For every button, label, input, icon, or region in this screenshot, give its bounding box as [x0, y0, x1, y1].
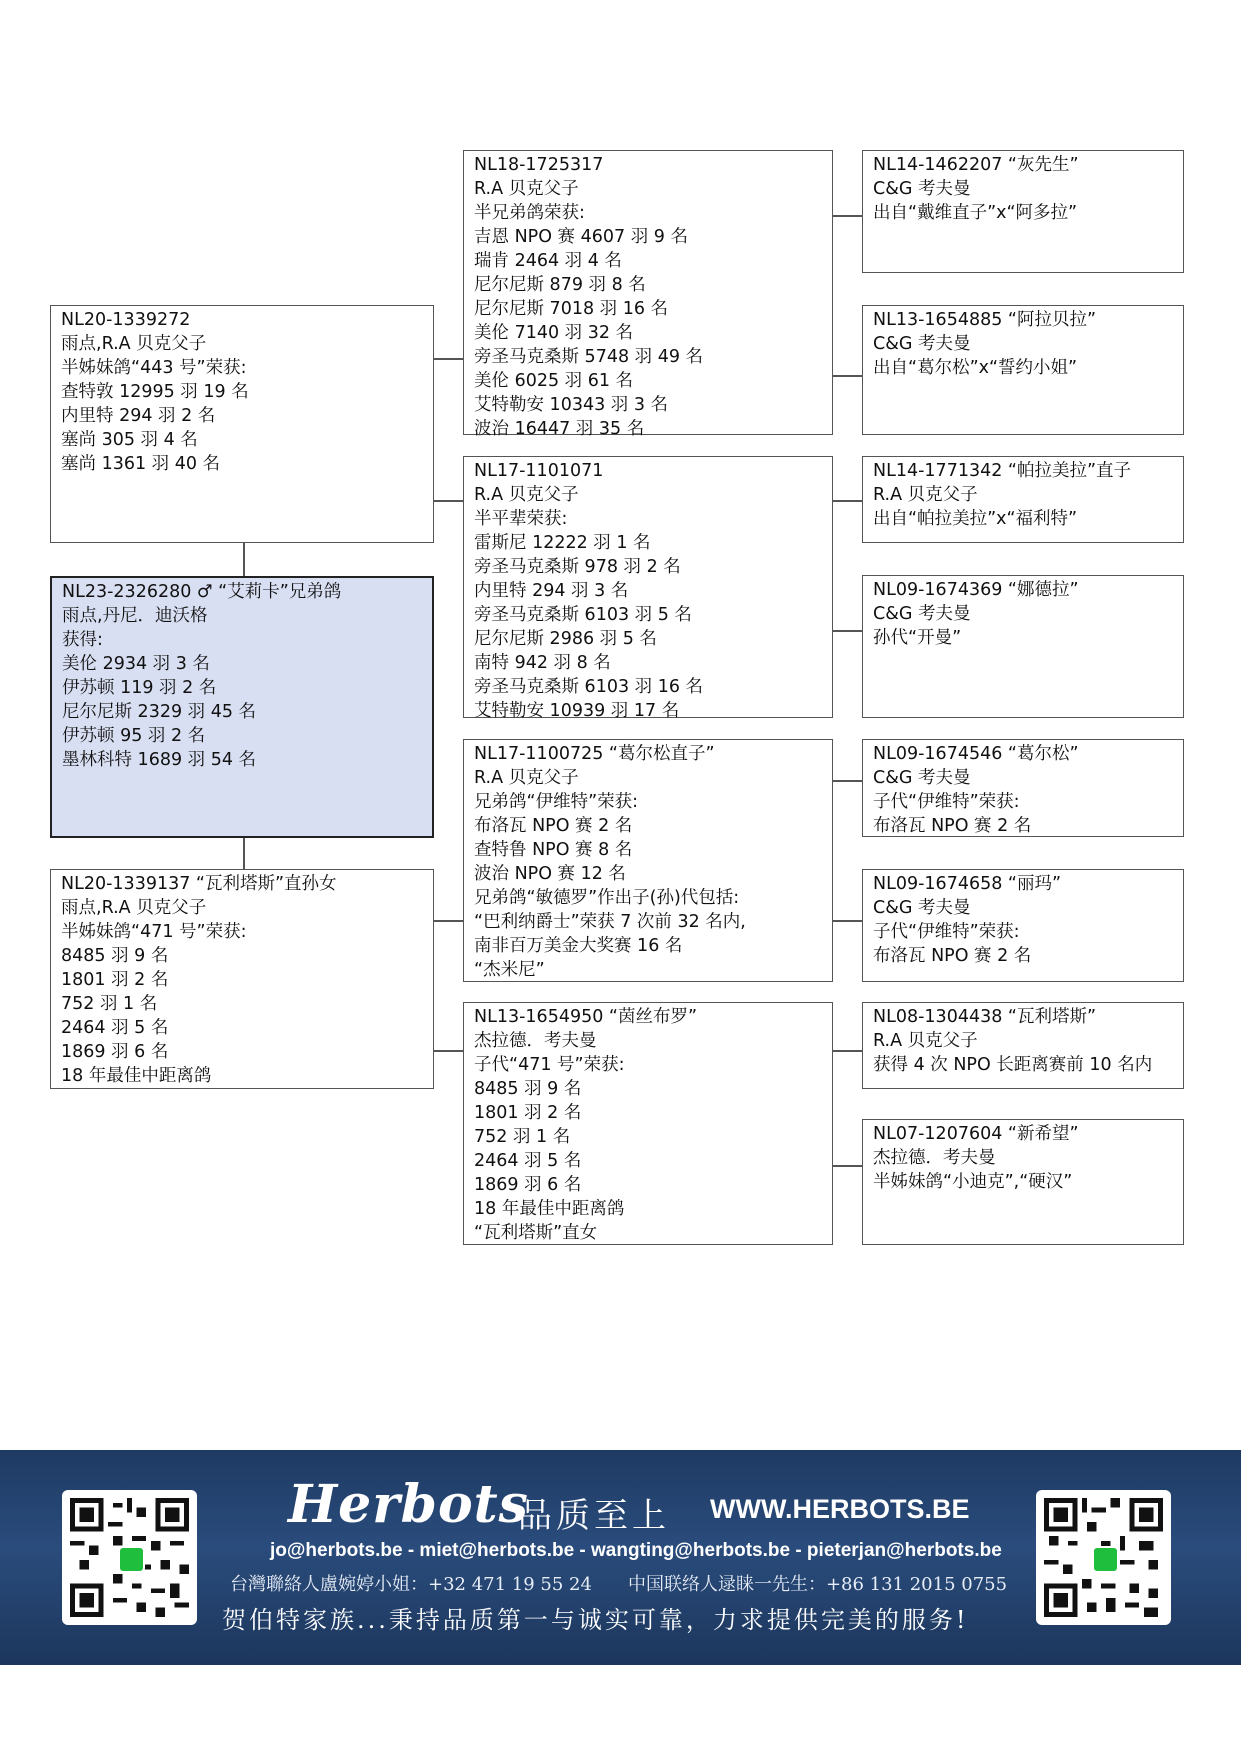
pedigree-line: R.A 贝克父子	[474, 179, 579, 199]
pedigree-line: 雨点,丹尼．迪沃格	[62, 606, 208, 626]
pedigree-line: 孙代“开曼”	[873, 628, 962, 648]
connector-sd-sdd	[832, 630, 862, 632]
pedigree-line: 艾特勒安 10939 羽 17 名	[474, 701, 680, 721]
pedigree-line: 半平辈荣获:	[474, 509, 568, 529]
dd-dam-card	[862, 1119, 1184, 1245]
ss-dam-card	[862, 305, 1184, 435]
pedigree-line: 出自“戴维直子”x“阿多拉”	[873, 203, 1078, 223]
pedigree-line: NL17-1100725 “葛尔松直子”	[474, 744, 715, 764]
pedigree-line: 18 年最佳中距离鸽	[61, 1066, 212, 1086]
pedigree-line: 南特 942 羽 8 名	[474, 653, 611, 673]
ss-sire-card	[862, 150, 1184, 273]
connector-sire-sd	[433, 500, 463, 502]
pedigree-line: 墨林科特 1689 羽 54 名	[62, 750, 257, 770]
pedigree-line: 尼尔尼斯 879 羽 8 名	[474, 275, 646, 295]
dam-dam-card	[463, 1002, 833, 1245]
connector-subject-dam	[243, 836, 245, 869]
pedigree-line: C&G 考夫曼	[873, 334, 971, 354]
qr-code-right[interactable]	[1036, 1490, 1171, 1625]
pedigree-line: 美伦 6025 羽 61 名	[474, 371, 634, 391]
connector-dd-ddd	[832, 1165, 862, 1167]
pedigree-line: 2464 羽 5 名	[474, 1151, 582, 1171]
pedigree-line: 8485 羽 9 名	[474, 1079, 582, 1099]
pedigree-line: 尼尔尼斯 2329 羽 45 名	[62, 702, 257, 722]
pedigree-line: 杰拉德．考夫曼	[873, 1148, 996, 1168]
ds-sire-card	[862, 739, 1184, 837]
connector-sd-sds	[832, 500, 862, 502]
pedigree-line: NL09-1674546 “葛尔松”	[873, 744, 1079, 764]
pedigree-line: 出自“帕拉美拉”x“福利特”	[873, 509, 1078, 529]
pedigree-line: 出自“葛尔松”x“誓约小姐”	[873, 358, 1078, 378]
pedigree-line: “杰米尼”	[474, 960, 545, 980]
brand-motto: 贺伯特家族...秉持品质第一与诚实可靠，力求提供完美的服务!	[222, 1606, 969, 1634]
qr-code-left[interactable]	[62, 1490, 197, 1625]
pedigree-line: 旁圣马克桑斯 6103 羽 5 名	[474, 605, 692, 625]
connector-ds-dsd	[832, 920, 862, 922]
pedigree-line: 南非百万美金大奖赛 16 名	[474, 936, 683, 956]
pedigree-line: 内里特 294 羽 2 名	[61, 406, 216, 426]
pedigree-line: C&G 考夫曼	[873, 898, 971, 918]
pedigree-line: 旁圣马克桑斯 5748 羽 49 名	[474, 347, 704, 367]
pedigree-line: 塞尚 1361 羽 40 名	[61, 454, 221, 474]
pedigree-line: 布洛瓦 NPO 赛 2 名	[873, 816, 1032, 836]
subject-card	[50, 576, 434, 838]
pedigree-line: 伊苏顿 119 羽 2 名	[62, 678, 217, 698]
pedigree-line: 塞尚 305 羽 4 名	[61, 430, 198, 450]
pedigree-line: 布洛瓦 NPO 赛 2 名	[474, 816, 633, 836]
pedigree-line: 8485 羽 9 名	[61, 946, 169, 966]
dam-sire-card	[463, 739, 833, 982]
pedigree-line: 获得:	[62, 630, 103, 650]
pedigree-line: 兄弟鸽“伊维特”荣获:	[474, 792, 639, 812]
pedigree-line: 查特敦 12995 羽 19 名	[61, 382, 249, 402]
pedigree-line: R.A 贝克父子	[474, 485, 579, 505]
pedigree-line: 艾特勒安 10343 羽 3 名	[474, 395, 669, 415]
pedigree-line: 兄弟鸽“敏德罗”作出子(孙)代包括:	[474, 888, 740, 908]
pedigree-line: R.A 贝克父子	[873, 1031, 978, 1051]
pedigree-line: 半姊妹鸽“443 号”荣获:	[61, 358, 247, 378]
contact-phones: 台灣聯絡人盧婉婷小姐：+32 471 19 55 24 中国联络人逯睐一先生：+86 131 2015 0755	[230, 1574, 1008, 1595]
pedigree-line: “瓦利塔斯”直女	[474, 1223, 598, 1243]
pedigree-line: 半兄弟鸽荣获:	[474, 203, 585, 223]
website-link[interactable]: WWW.HERBOTS.BE	[710, 1494, 970, 1524]
pedigree-line: NL13-1654950 “茵丝布罗”	[474, 1007, 698, 1027]
pedigree-line: 雨点,R.A 贝克父子	[61, 334, 207, 354]
pedigree-line: 半姊妹鸽“小迪克”,“硬汉”	[873, 1172, 1073, 1192]
pedigree-line: 内里特 294 羽 3 名	[474, 581, 629, 601]
pedigree-line: NL09-1674658 “丽玛”	[873, 874, 1062, 894]
pedigree-line: NL14-1771342 “帕拉美拉”直子	[873, 461, 1132, 481]
connector-dd-dds	[832, 1050, 862, 1052]
pedigree-line: 吉恩 NPO 赛 4607 羽 9 名	[474, 227, 688, 247]
contact-emails[interactable]: jo@herbots.be - miet@herbots.be - wangting@herbots.be - pieterjan@herbots.be	[270, 1540, 1002, 1561]
pedigree-line: 半姊妹鸽“471 号”荣获:	[61, 922, 247, 942]
pedigree-line: 获得 4 次 NPO 长距离赛前 10 名内	[873, 1055, 1153, 1075]
pedigree-line: 尼尔尼斯 2986 羽 5 名	[474, 629, 657, 649]
pedigree-line: 旁圣马克桑斯 978 羽 2 名	[474, 557, 681, 577]
pedigree-line: 雨点,R.A 贝克父子	[61, 898, 207, 918]
line-app-icon	[118, 1546, 145, 1573]
dd-sire-card	[862, 1002, 1184, 1089]
pedigree-line: NL07-1207604 “新希望”	[873, 1124, 1079, 1144]
pedigree-line: 伊苏顿 95 羽 2 名	[62, 726, 206, 746]
pedigree-line: NL17-1101071	[474, 461, 604, 481]
pedigree-line: 雷斯尼 12222 羽 1 名	[474, 533, 651, 553]
sire-dam-card	[463, 456, 833, 721]
connector-subject-sire	[243, 543, 245, 576]
pedigree-line: 子代“471 号”荣获:	[474, 1055, 625, 1075]
pedigree-line: C&G 考夫曼	[873, 604, 971, 624]
pedigree-line: 尼尔尼斯 7018 羽 16 名	[474, 299, 669, 319]
pedigree-line: 1801 羽 2 名	[474, 1103, 582, 1123]
pedigree-line: 美伦 2934 羽 3 名	[62, 654, 210, 674]
pedigree-line: 旁圣马克桑斯 6103 羽 16 名	[474, 677, 704, 697]
pedigree-line: 752 羽 1 名	[474, 1127, 571, 1147]
sire-sire-card	[463, 150, 833, 439]
pedigree-line: NL18-1725317	[474, 155, 604, 175]
pedigree-line: R.A 贝克父子	[873, 485, 978, 505]
pedigree-line: 1801 羽 2 名	[61, 970, 169, 990]
pedigree-line: 杰拉德．考夫曼	[474, 1031, 597, 1051]
pedigree-line: 子代“伊维特”荣获:	[873, 922, 1020, 942]
pedigree-line: C&G 考夫曼	[873, 768, 971, 788]
pedigree-line: NL20-1339272	[61, 310, 191, 330]
connector-ss-sss	[832, 215, 862, 217]
pedigree-line: 美伦 7140 羽 32 名	[474, 323, 634, 343]
pedigree-line: 2464 羽 5 名	[61, 1018, 169, 1038]
pedigree-line: NL13-1654885 “阿拉贝拉”	[873, 310, 1097, 330]
pedigree-line: NL23-2326280 ♂ “艾莉卡”兄弟鸽	[62, 582, 342, 602]
pedigree-line: “巴利纳爵士”荣获 7 次前 32 名内,	[474, 912, 746, 932]
pedigree-line: NL08-1304438 “瓦利塔斯”	[873, 1007, 1097, 1027]
pedigree-line: NL09-1674369 “娜德拉”	[873, 580, 1079, 600]
pedigree-line: 波治 16447 羽 35 名	[474, 419, 645, 439]
brand-logo: Herbots	[288, 1474, 529, 1535]
pedigree-line: 18 年最佳中距离鸽	[474, 1199, 625, 1219]
brand-slogan: 品质至上	[518, 1496, 670, 1536]
pedigree-line: 1869 羽 6 名	[61, 1042, 169, 1062]
footer-banner	[0, 1450, 1241, 1665]
sd-sire-card	[862, 456, 1184, 543]
sire-card	[50, 305, 434, 543]
pedigree-line: 子代“伊维特”荣获:	[873, 792, 1020, 812]
pedigree-line: C&G 考夫曼	[873, 179, 971, 199]
connector-ss-ssd	[832, 375, 862, 377]
pedigree-line: 752 羽 1 名	[61, 994, 158, 1014]
connector-dam-dd	[433, 1050, 463, 1052]
pedigree-line: R.A 贝克父子	[474, 768, 579, 788]
wechat-icon	[1092, 1546, 1119, 1573]
connector-ds-dss	[832, 780, 862, 782]
pedigree-line: NL14-1462207 “灰先生”	[873, 155, 1079, 175]
ds-dam-card	[862, 869, 1184, 982]
dam-card	[50, 869, 434, 1089]
connector-dam-ds	[433, 920, 463, 922]
sd-dam-card	[862, 575, 1184, 718]
connector-sire-ss	[433, 358, 463, 360]
pedigree-line: 波治 NPO 赛 12 名	[474, 864, 626, 884]
pedigree-line: NL20-1339137 “瓦利塔斯”直孙女	[61, 874, 337, 894]
pedigree-line: 瑞肯 2464 羽 4 名	[474, 251, 622, 271]
pedigree-line: 查特鲁 NPO 赛 8 名	[474, 840, 633, 860]
pedigree-line: 1869 羽 6 名	[474, 1175, 582, 1195]
pedigree-line: 布洛瓦 NPO 赛 2 名	[873, 946, 1032, 966]
